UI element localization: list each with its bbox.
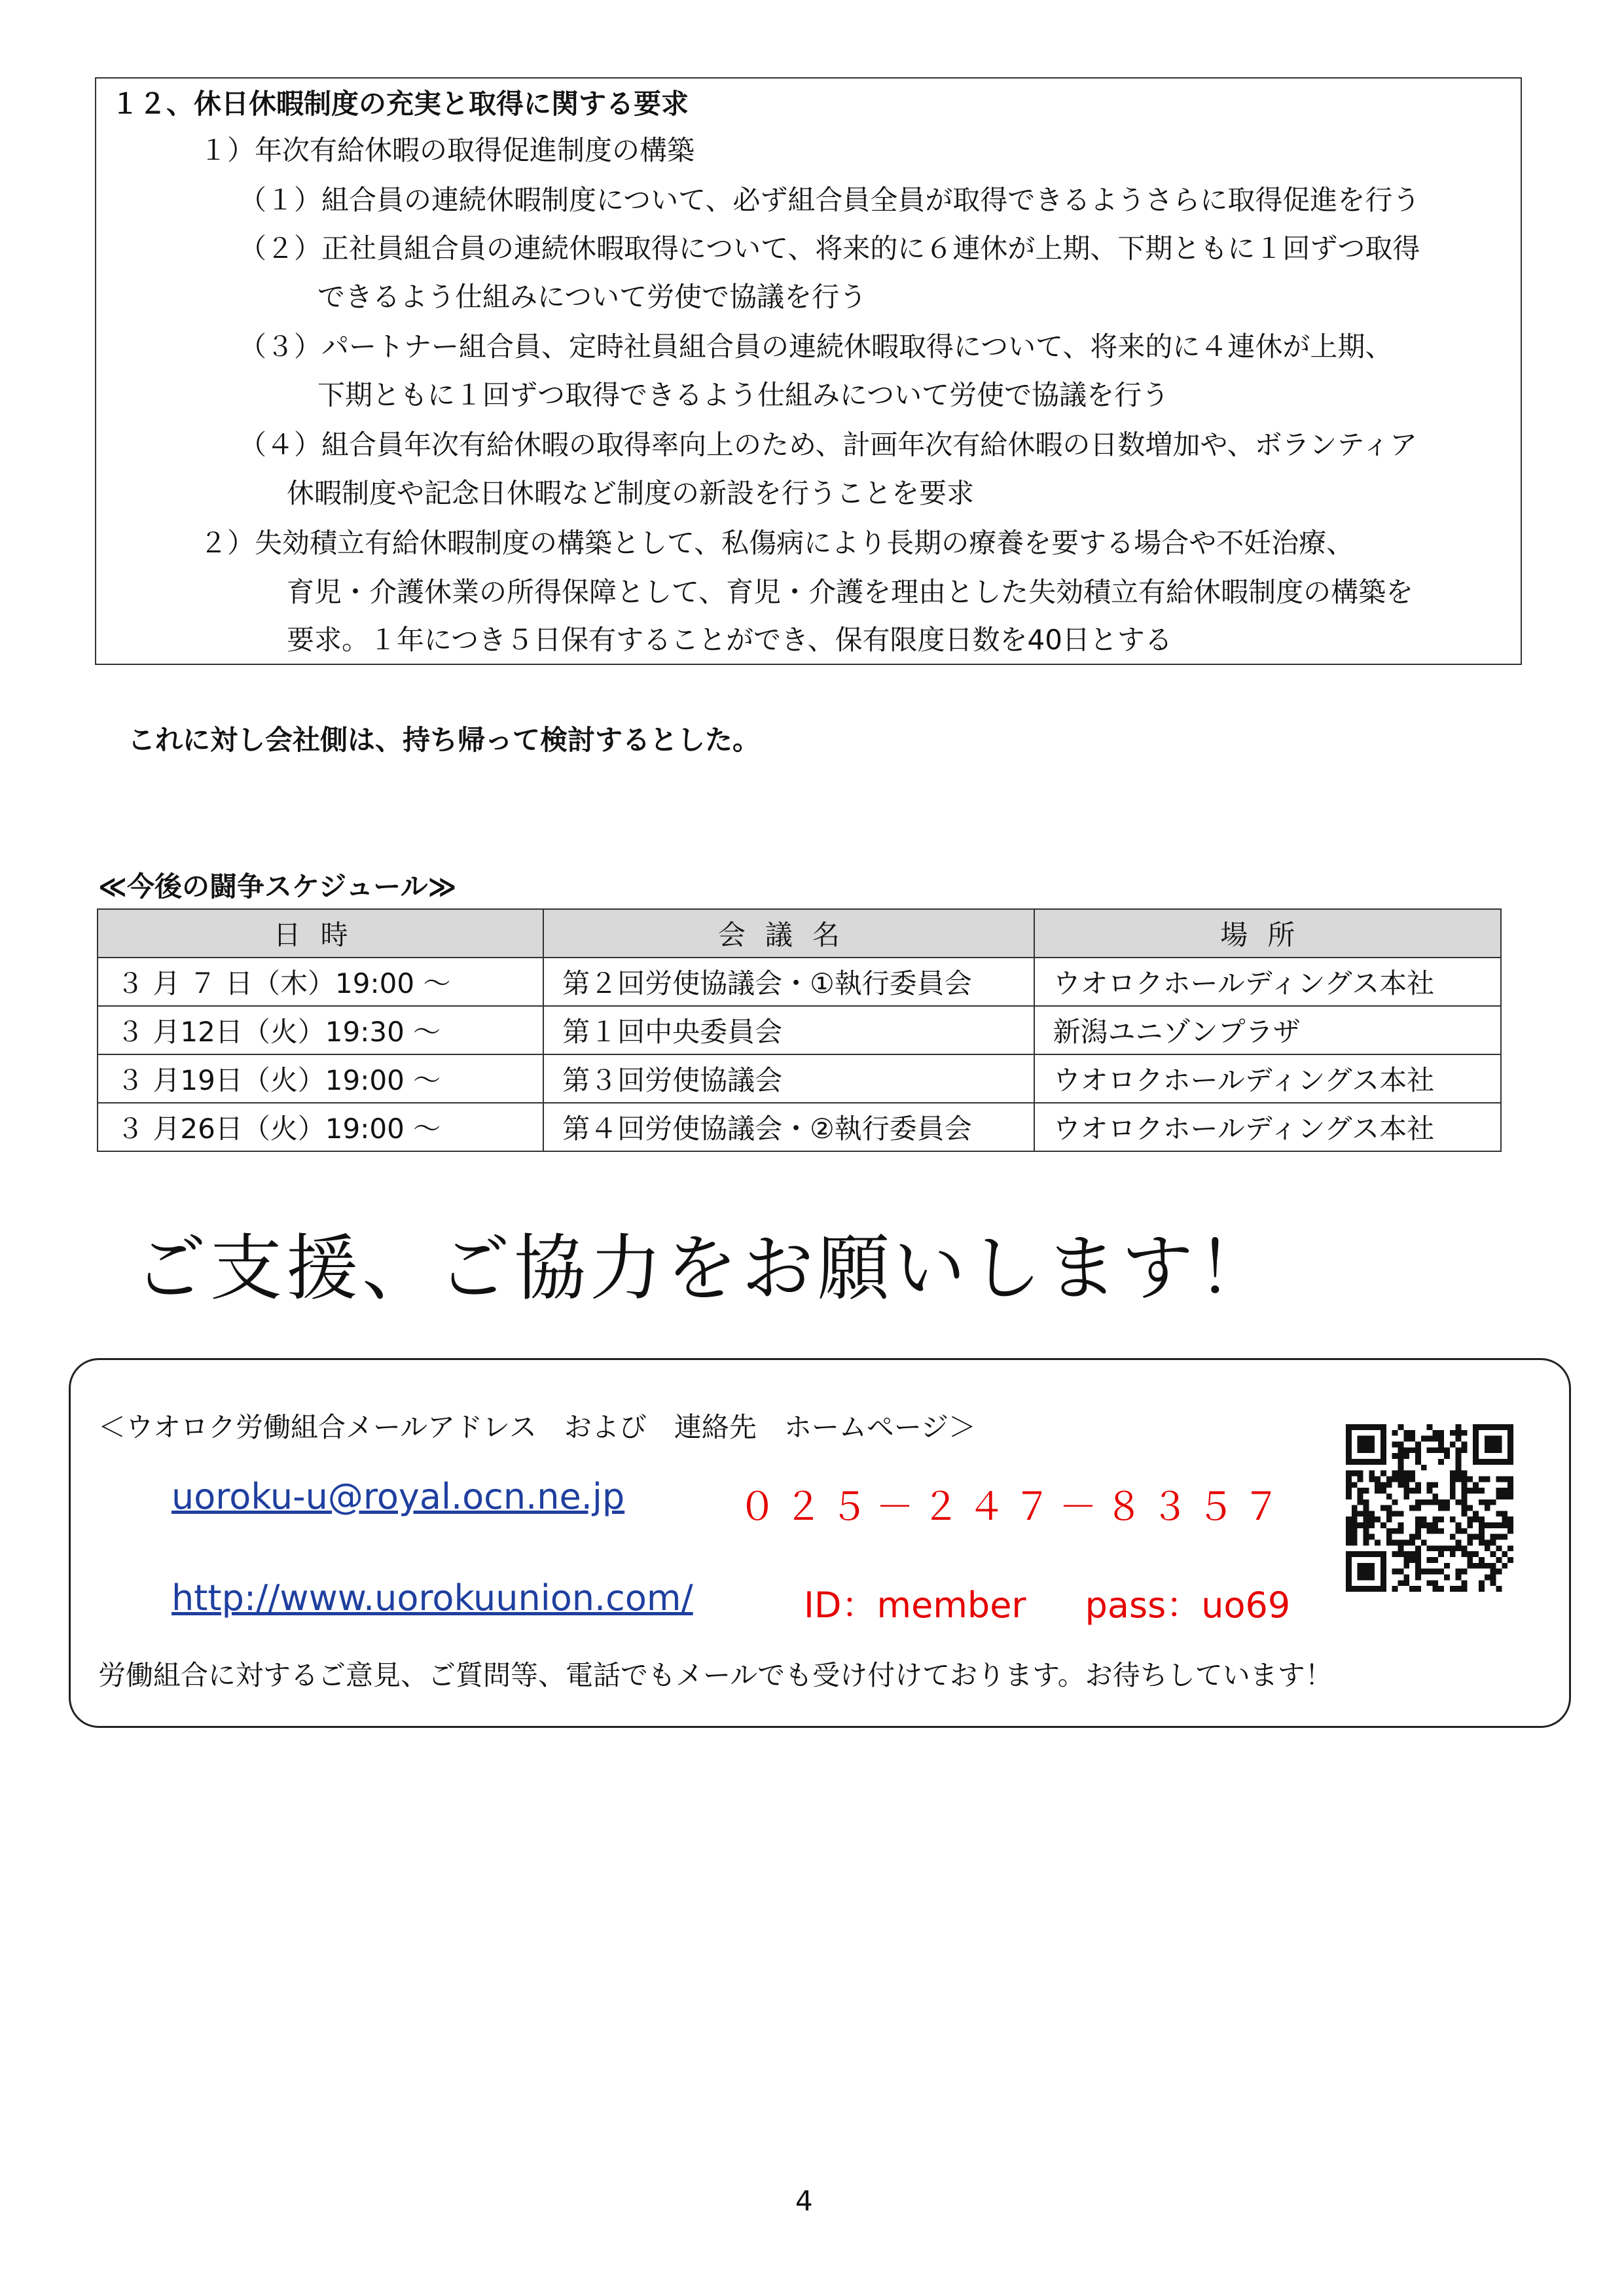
- cell-place: 新潟ユニゾンプラザ: [1034, 1006, 1501, 1054]
- demand-item-2-line-2: 育児・介護休業の所得保障として、育児・介護を理由とした失効積立有給休暇制度の構築を: [287, 576, 1414, 608]
- cell-datetime: ３ 月19日（火）19:00 ～: [98, 1054, 543, 1103]
- cell-datetime: ３ 月12日（火）19:30 ～: [98, 1006, 543, 1054]
- cell-place: ウオロクホールディングス本社: [1034, 958, 1501, 1006]
- login-credentials: [804, 1577, 1290, 1628]
- demand-sub-1: （１）組合員の連続休暇制度について、必ず組合員全員が取得できるようさらに取得促進を行う: [239, 184, 1420, 216]
- table-row: [98, 1103, 1501, 1151]
- header-datetime: 日時: [98, 909, 543, 958]
- cell-place: ウオロクホールディングス本社: [1034, 1054, 1501, 1103]
- login-pass: pass：uo69: [1085, 1585, 1291, 1626]
- cell-meeting: 第３回労使協議会: [543, 1054, 1034, 1103]
- demand-item-2-line-3: 要求。１年につき５日保有することができ、保有限度日数を40日とする: [287, 624, 1172, 656]
- table-row: [98, 1006, 1501, 1054]
- contact-note: 労働組合に対するご意見、ご質問等、電話でもメールでも受け付けております。お待ちしています！: [98, 1659, 1333, 1691]
- cell-meeting: 第４回労使協議会・②執行委員会: [543, 1103, 1034, 1151]
- demand-sub-4-line-1: （４）組合員年次有給休暇の取得率向上のため、計画年次有給休暇の日数増加や、ボランティア: [239, 429, 1418, 461]
- company-response: これに対し会社側は、持ち帰って検討するとした。: [128, 724, 761, 756]
- schedule-header-row: [98, 909, 1501, 958]
- login-id: ID：member: [804, 1585, 1026, 1626]
- demands-heading: １２、休日休暇制度の充実と取得に関する要求: [111, 88, 689, 120]
- page-number: 4: [795, 2185, 813, 2217]
- homepage-link[interactable]: http://www.uorokuunion.com/: [171, 1577, 693, 1619]
- cell-meeting: 第１回中央委員会: [543, 1006, 1034, 1054]
- table-row: [98, 958, 1501, 1006]
- header-meeting: 会議名: [543, 909, 1034, 958]
- phone-number: ０２５－２４７－８３５７: [738, 1484, 1289, 1529]
- cell-meeting: 第２回労使協議会・①執行委員会: [543, 958, 1034, 1006]
- schedule-table: [97, 908, 1502, 1152]
- demand-sub-4-line-2: 休暇制度や記念日休暇など制度の新設を行うことを要求: [287, 477, 975, 509]
- demand-item-2-line-1: ２）失効積立有給休暇制度の構築として、私傷病により長期の療養を要する場合や不妊治療、: [200, 527, 1354, 559]
- header-place: 場所: [1034, 909, 1501, 958]
- demand-sub-3-line-1: （３）パートナー組合員、定時社員組合員の連続休暇取得について、将来的に４連休が上期、: [239, 331, 1393, 363]
- contact-heading: ＜ウオロク労働組合メールアドレス および 連絡先 ホームページ＞: [98, 1411, 977, 1443]
- demand-sub-2-line-1: （２）正社員組合員の連続休暇取得について、将来的に６連休が上期、下期ともに１回ずつ取得: [239, 232, 1420, 264]
- cell-datetime: ３ 月 ７ 日（木）19:00 ～: [98, 958, 543, 1006]
- appeal-heading: ご支援、ご協力をお願いします！: [134, 1227, 1273, 1310]
- table-row: [98, 1054, 1501, 1103]
- demand-item-1: １）年次有給休暇の取得促進制度の構築: [200, 134, 695, 166]
- demand-sub-2-line-2: できるよう仕組みについて労使で協議を行う: [317, 281, 867, 313]
- cell-place: ウオロクホールディングス本社: [1034, 1103, 1501, 1151]
- cell-datetime: ３ 月26日（火）19:00 ～: [98, 1103, 543, 1151]
- demand-sub-3-line-2: 下期ともに１回ずつ取得できるよう仕組みについて労使で協議を行う: [317, 379, 1170, 411]
- schedule-title: ≪今後の闘争スケジュール≫: [98, 870, 457, 903]
- email-link[interactable]: uoroku-u@royal.ocn.ne.jp: [171, 1476, 625, 1517]
- qr-code-icon[interactable]: [1346, 1424, 1513, 1592]
